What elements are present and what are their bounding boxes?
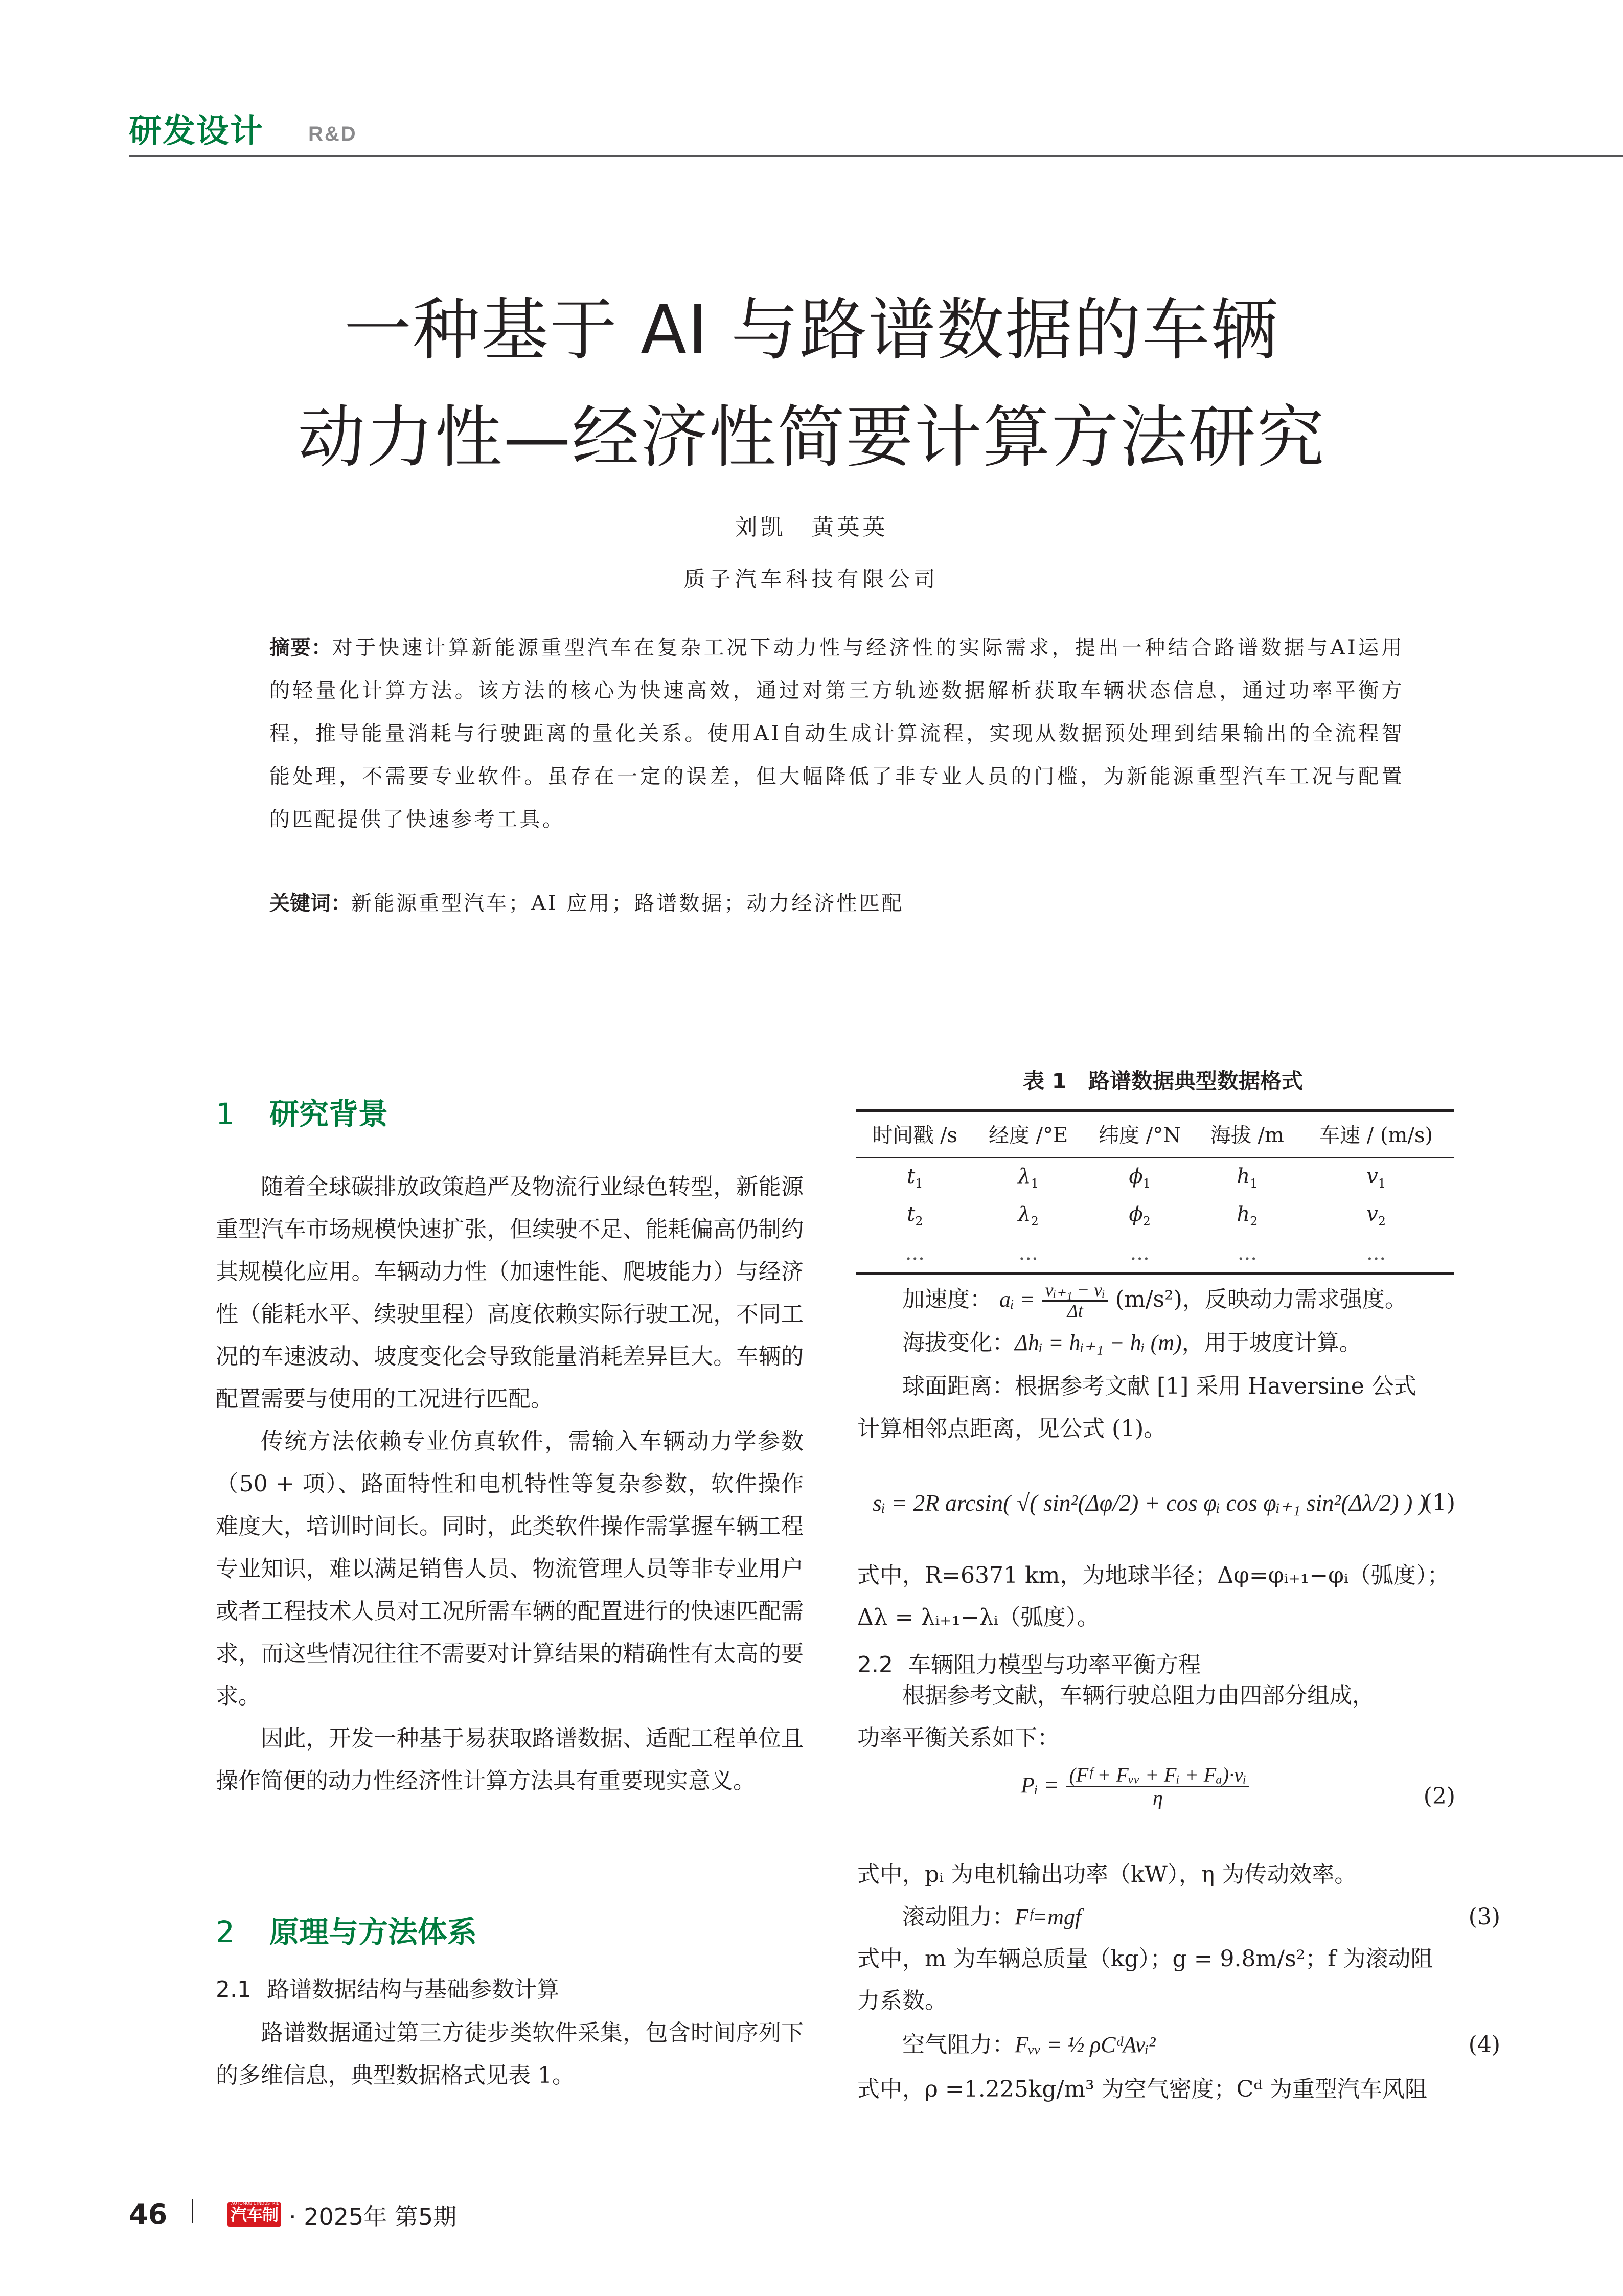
subsection-2-1-body: [216, 2012, 804, 2097]
paragraph-line: 球面距离：根据参考文献 [1] 采用 Haversine 公式: [902, 1373, 1416, 1399]
equation-2: [857, 1764, 1455, 1835]
issue-info: · 2025年 第5期: [289, 2203, 457, 2231]
header-divider: [129, 155, 1623, 157]
col-header-longitude: 经度 /°E: [974, 1111, 1083, 1158]
equation-4: 空气阻力：Fᵥᵥ = ½ ρCᵈAvᵢ² (4): [857, 2024, 1500, 2066]
section-label: 研发设计: [129, 112, 264, 150]
equation-1: [857, 1472, 1455, 1534]
section-title: 研究背景: [269, 1097, 388, 1131]
cell: $\phi_1$: [1129, 1164, 1151, 1191]
magazine-logo-cn: 汽车制造业: [230, 2205, 278, 2249]
footer-separator: [192, 2199, 193, 2223]
magazine-logo-en: AUTOMOBIL INDUSTRIE: [231, 2201, 279, 2206]
cell: $t_2$: [907, 1202, 923, 1229]
altitude-formula: Δhᵢ = hᵢ₊₁ − hᵢ (m): [1015, 1330, 1182, 1355]
table-row: [856, 1234, 1454, 1274]
subsection-title: 车辆阻力模型与功率平衡方程: [908, 1652, 1201, 1678]
acceleration-line: 加速度： aᵢ = $\frac{\text{vᵢ₊₁ − vᵢ}}{\Delta t}$ (m/s²)，反映动力需求强度。: [902, 1280, 1407, 1321]
altitude-line: 海拔变化：Δhᵢ = hᵢ₊₁ − hᵢ (m)，用于坡度计算。: [902, 1330, 1362, 1356]
article-title-line2: 动力性—经济性简要计算方法研究: [298, 398, 1325, 477]
keywords-text: 新能源重型汽车；AI 应用；路谱数据；动力经济性匹配: [351, 892, 904, 915]
cell: ...: [856, 1234, 974, 1274]
paragraph: 传统方法依赖专业仿真软件，需输入车辆动力学参数（50 + 项）、路面特性和电机特性等复杂参数，软件操作难度大，培训时间长。同时，此类软件操作需掌握车辆工程专业知识，难以满足销售人员、物流管理人员等非专业用户或者工程技术人员对工况所需车辆的配置进行的快速匹配需求，而这些情况往往不需要对计算结果的精确性有太高的要求。: [216, 1428, 804, 1709]
keywords: [269, 887, 1404, 916]
col-header-altitude: 海拔 /m: [1197, 1111, 1298, 1158]
section-title: 原理与方法体系: [269, 1915, 477, 1949]
section-number: 1: [216, 1097, 235, 1131]
accel-unit: (m/s²): [1115, 1286, 1182, 1312]
paragraph-line: 力系数。: [857, 1988, 947, 2014]
keywords-label: 关键词：: [269, 892, 351, 915]
col-header-latitude: 纬度 /°N: [1083, 1111, 1197, 1158]
equation-3: 滚动阻力：Fᶠ=mgf (3): [857, 1896, 1500, 1938]
col-header-speed: 车速 / (m/s): [1298, 1111, 1454, 1158]
haversine-formula: sᵢ = 2R arcsin( √( sin²(Δφ/2) + cos φᵢ cos φᵢ₊₁ sin²(Δλ/2) ) ): [873, 1490, 1427, 1516]
paragraph-line: 计算相邻点距离，见公式 (1)。: [857, 1416, 1167, 1442]
table-row: [856, 1158, 1454, 1196]
cell: ...: [1083, 1234, 1197, 1274]
section-heading-2: [216, 1917, 477, 1947]
section-number: 2: [216, 1915, 235, 1949]
paragraph-line: Δλ = λᵢ₊₁−λᵢ（弧度）。: [857, 1604, 1100, 1630]
paragraph: 路谱数据通过第三方徒步类软件采集，包含时间序列下的多维信息，典型数据格式见表 1。: [216, 2020, 804, 2088]
paragraph-line: 式中，m 为车辆总质量（kg）；g = 9.8m/s²；f 为滚动阻: [857, 1946, 1433, 1972]
air-resistance-formula: Fᵥᵥ = ½ ρCᵈAvᵢ²: [1015, 2032, 1156, 2057]
subsection-number: 2.2: [857, 1652, 893, 1678]
cell: $\lambda_1$: [1018, 1164, 1039, 1191]
cell: $t_1$: [907, 1164, 923, 1191]
cell: ...: [1298, 1234, 1454, 1274]
table-row: [856, 1196, 1454, 1234]
abstract-text: 对于快速计算新能源重型汽车在复杂工况下动力性与经济性的实际需求，提出一种结合路谱数据与AI运用的轻量化计算方法。该方法的核心为快速高效，通过对第三方轨迹数据解析获取车辆状态信息，通过功率平衡方程，推导能量消耗与行驶距离的量化关系。使用AI自动生成计算流程，实现从数据预处理到结果输出的全流程智能处理，不需要专业软件。虽存在一定的误差，但大幅降低了非专业人员的门槛，为新能源重型汽车工况与配置的匹配提供了快速参考工具。: [269, 636, 1405, 831]
accel-lhs: aᵢ =: [999, 1287, 1035, 1312]
equation-number: (1): [1423, 1490, 1455, 1516]
eq2-fraction: $\frac{\text{(Fᶠ + Fᵥᵥ + Fᵢ + Fₐ)·vᵢ}}{\eta}$: [1066, 1764, 1250, 1809]
paragraph: 因此，开发一种基于易获取路谱数据、适配工程单位且操作简便的动力性经济性计算方法具有重要现实意义。: [216, 1725, 804, 1794]
equation-number: (2): [1423, 1783, 1455, 1809]
cell: ...: [974, 1234, 1083, 1274]
subsection-heading-2-1: [216, 1976, 559, 2003]
equation-number: (3): [1468, 1904, 1500, 1930]
paragraph-line: 功率平衡关系如下：: [857, 1725, 1060, 1751]
magazine-logo: [227, 2201, 281, 2249]
authors: 刘凯 黄英英: [735, 514, 888, 540]
section-label-en: R&D: [308, 123, 357, 145]
paragraph-line: 式中，R=6371 km，为地球半径；Δφ=φᵢ₊₁−φᵢ（弧度）；: [857, 1562, 1450, 1588]
accel-fraction: $\frac{\text{vᵢ₊₁ − vᵢ}}{\Delta t}$: [1042, 1281, 1108, 1321]
paragraph-line: 根据参考文献，车辆行驶总阻力由四部分组成，: [902, 1683, 1375, 1709]
cell: $v_1$: [1366, 1164, 1386, 1191]
eq2-lhs: Pᵢ =: [1021, 1772, 1059, 1798]
paragraph: 随着全球碳排放政策趋严及物流行业绿色转型，新能源重型汽车市场规模快速扩张，但续驶不足、能耗偏高仍制约其规模化应用。车辆动力性（加速性能、爬坡能力）与经济性（能耗水平、续驶里程）高度依赖实际行驶工况，不同工况的车速波动、坡度变化会导致能量消耗差异巨大。车辆的配置需要与使用的工况进行匹配。: [216, 1174, 804, 1412]
cell: ...: [1197, 1234, 1298, 1274]
affiliation: 质子汽车科技有限公司: [683, 566, 940, 592]
left-column: [216, 1166, 804, 1802]
cell: $\phi_2$: [1129, 1202, 1151, 1229]
cell: $h_2$: [1237, 1202, 1258, 1229]
cell: $\lambda_2$: [1018, 1202, 1039, 1229]
table-caption: 表 1 路谱数据典型数据格式: [1023, 1069, 1303, 1094]
cell: $h_1$: [1237, 1164, 1258, 1191]
article-title-line1: 一种基于 AI 与路谱数据的车辆: [344, 291, 1279, 370]
rolling-resistance-formula: Fᶠ=mgf: [1015, 1904, 1082, 1929]
equation-number: (4): [1468, 2032, 1500, 2058]
subsection-number: 2.1: [216, 1976, 252, 2003]
table-header-row: [856, 1111, 1454, 1158]
abstract: [269, 626, 1404, 841]
subsection-title: 路谱数据结构与基础参数计算: [267, 1976, 559, 2003]
paragraph-line: 式中，pᵢ 为电机输出功率（kW），η 为传动效率。: [857, 1861, 1357, 1888]
cell: $v_2$: [1366, 1202, 1386, 1229]
col-header-timestamp: 时间戳 /s: [856, 1111, 974, 1158]
page-number: 46: [129, 2198, 168, 2231]
abstract-label: 摘要：: [269, 636, 332, 660]
section-heading-1: [216, 1099, 388, 1129]
paragraph-line: 式中，ρ =1.225kg/m³ 为空气密度；Cᵈ 为重型汽车风阻: [857, 2076, 1427, 2102]
data-format-table: [856, 1109, 1454, 1275]
